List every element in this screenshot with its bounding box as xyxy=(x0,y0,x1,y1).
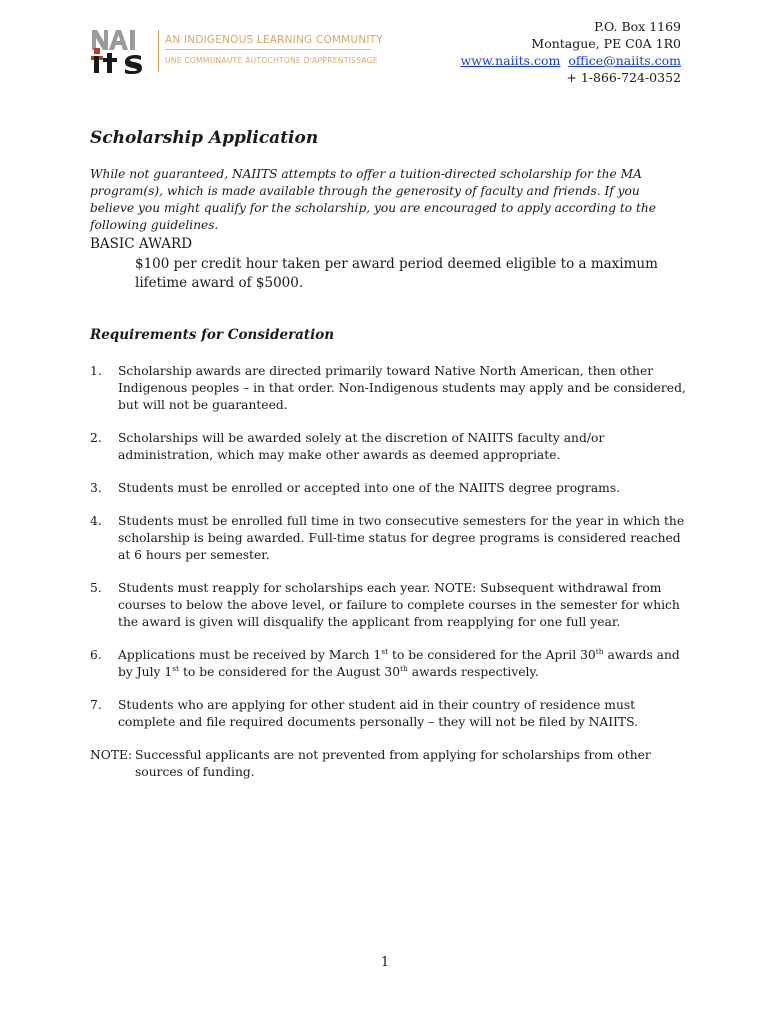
website-link[interactable]: www.naiits.com xyxy=(460,53,561,68)
basic-award-text: $100 per credit hour taken per award period deemed eligible to a maximum lifetime award of $5000. xyxy=(135,256,658,291)
web-links xyxy=(461,52,681,69)
basic-award-heading: BASIC AWARD xyxy=(90,236,193,252)
address-line-2: Montague, PE C0A 1R0 xyxy=(531,36,681,51)
note-label: NOTE: xyxy=(90,748,133,762)
address-line-1: P.O. Box 1169 xyxy=(594,19,681,34)
requirement-item: 5. Students must reapply for scholarships each year. NOTE: Subsequent withdrawal from courses to below the above level, or failure to complete courses in the semester for which the award is given will disqualify the applicant from reapplying for one full year. xyxy=(90,581,680,629)
page-title: Scholarship Application xyxy=(90,128,319,148)
tagline-rule xyxy=(165,49,371,50)
requirement-item: 6. Applications must be received by March 1st to be considered for the April 30th awards and by July 1st to be considered for the August 30th awards respectively. xyxy=(90,646,680,679)
page-number: 1 xyxy=(380,955,390,970)
naiits-logo xyxy=(90,28,150,74)
logo-divider xyxy=(158,30,159,72)
requirement-item: 2. Scholarships will be awarded solely at the discretion of NAIITS faculty and/or administration, which may make other awards as deemed appropriate. xyxy=(90,431,605,462)
requirement-item: 7. Students who are applying for other student aid in their country of residence must complete and file required documents personally – they will not be filed by NAIITS. xyxy=(90,698,639,729)
footnote xyxy=(90,747,686,781)
requirement-item: 4. Students must be enrolled full time in two consecutive semesters for the year in which the scholarship is being awarded. Full-time status for degree programs is considered reached at 6 hours per semester. xyxy=(90,514,685,562)
requirement-item: 3. Students must be enrolled or accepted into one of the NAIITS degree programs. xyxy=(90,481,621,495)
tagline-english: AN INDIGENOUS LEARNING COMMUNITY xyxy=(165,34,383,46)
contact-block xyxy=(461,18,681,86)
tagline-french: UNE COMMUNAUTÉ AUTOCHTONE D'APPRENTISSAGE xyxy=(165,56,378,65)
intro-paragraph: While not guaranteed, NAIITS attempts to offer a tuition-directed scholarship for the MA program(s), which is made available through the generosity of faculty and friends. If you believe you might qualify for the scholarship, you are encouraged to apply according to the following guidelines. xyxy=(90,167,656,232)
requirements-heading: Requirements for Consideration xyxy=(90,327,335,343)
phone-number: + 1-866-724-0352 xyxy=(566,70,681,85)
email-link[interactable]: office@naiits.com xyxy=(568,53,681,68)
requirement-item: 1. Scholarship awards are directed primarily toward Native North American, then other Indigenous peoples – in that order. Non-Indigenous students may apply and be considered, but will not be guaranteed. xyxy=(90,364,686,412)
note-text: Successful applicants are not prevented from applying for scholarships from other sources of funding. xyxy=(135,748,651,779)
